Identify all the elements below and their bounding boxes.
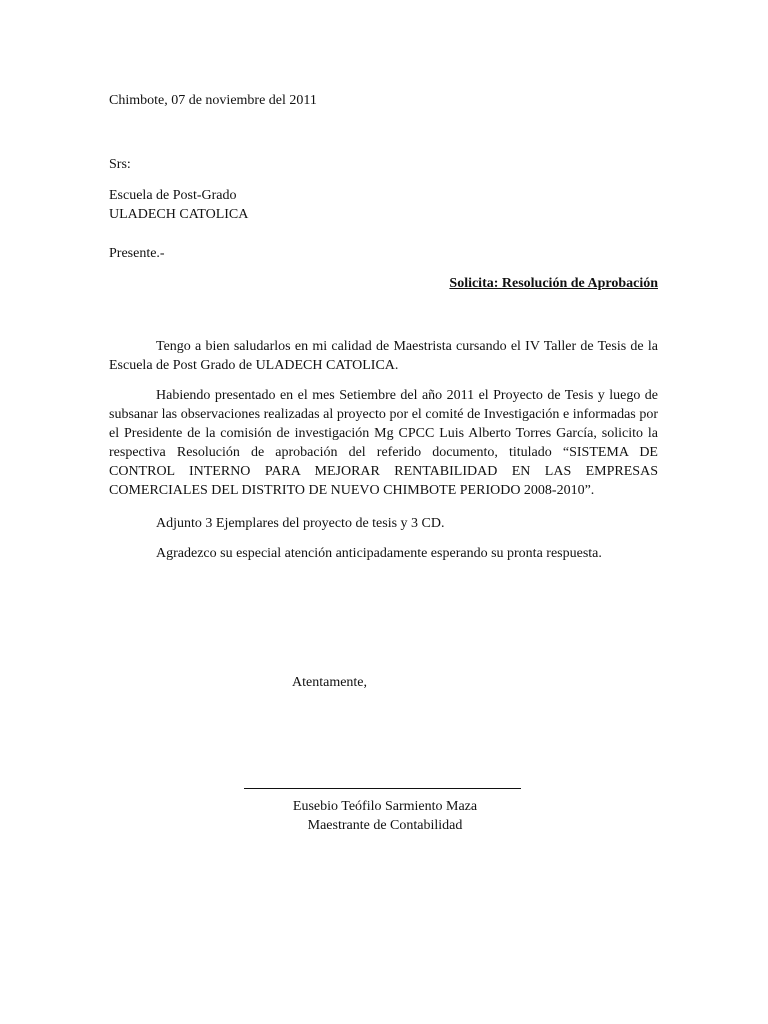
paragraph-attachments: Adjunto 3 Ejemplares del proyecto de tesis y 3 CD.	[156, 516, 445, 531]
closing-line: Atentamente,	[292, 675, 368, 690]
signature-line	[244, 788, 521, 789]
paragraph-greeting: Tengo a bien saludarlos en mi calidad de Maestrista cursando el IV Taller de Tesis de la Escuela de Post Grado de ULADECH CATOLICA.	[109, 339, 658, 373]
recipient-line-2: ULADECH CATOLICA	[109, 207, 249, 222]
signer-name: Eusebio Teófilo Sarmiento Maza	[292, 799, 478, 814]
paragraph-request: Habiendo presentado en el mes Setiembre del año 2011 el Proyecto de Tesis y luego de subsanar las observaciones realizadas al proyecto por el comité de Investigación e informadas por el Presidente de la comisión de investigación Mg CPCC Luis Alberto Torres García, solicito la respectiva Resolución de aprobación del referido documento, titulado “SISTEMA DE CONTROL INTERNO PARA MEJORAR RENTABILIDAD EN LAS EMPRESAS COMERCIALES DEL DISTRITO DE NUEVO CHIMBOTE PERIODO 2008-2010”.	[109, 388, 658, 498]
paragraph-thanks: Agradezco su especial atención anticipadamente esperando su pronta respuesta.	[156, 546, 602, 561]
signer-title: Maestrante de Contabilidad	[307, 818, 463, 833]
date-line: Chimbote, 07 de noviembre del 2011	[109, 93, 317, 108]
salutation: Srs:	[109, 157, 131, 172]
presente-line: Presente.-	[109, 246, 165, 261]
signature-block	[244, 797, 526, 835]
recipient-line-1: Escuela de Post-Grado	[109, 188, 237, 203]
subject-line: Solicita: Resolución de Aprobación	[449, 276, 658, 291]
